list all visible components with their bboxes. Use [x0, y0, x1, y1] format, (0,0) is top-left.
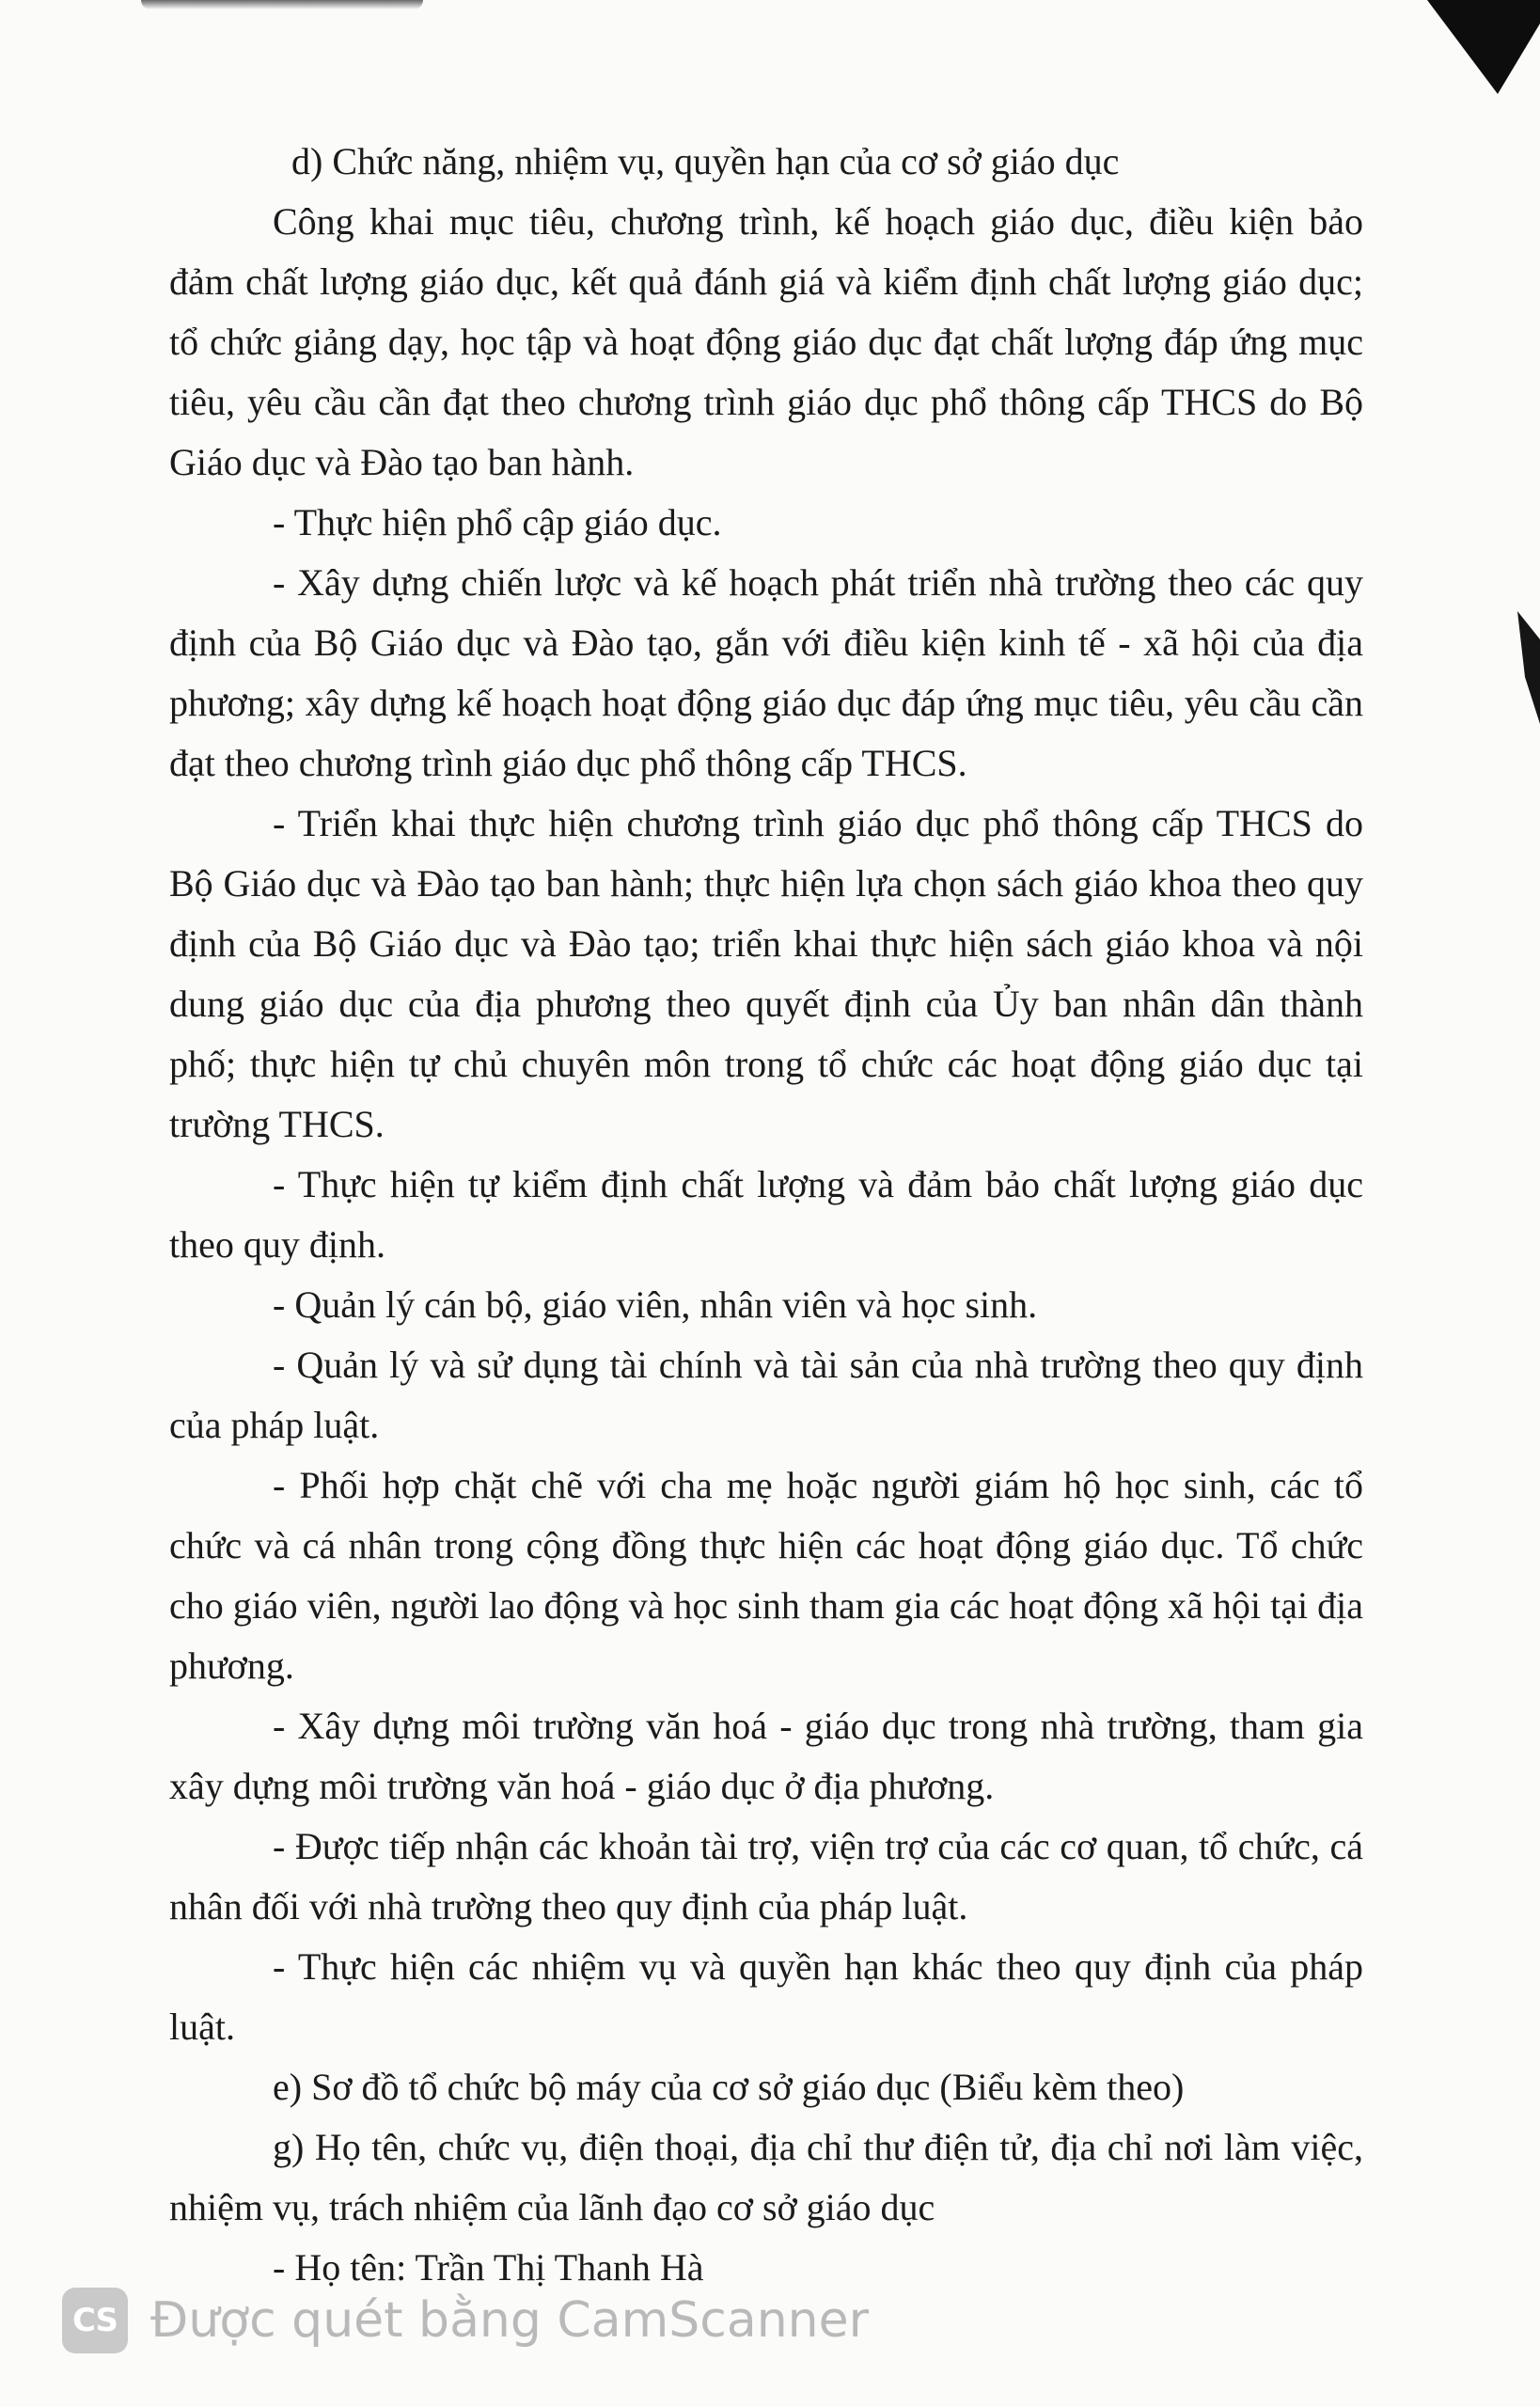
camscanner-logo-icon: CS [62, 2288, 128, 2353]
paragraph: Công khai mục tiêu, chương trình, kế hoạch giáo dục, điều kiện bảo đảm chất lượng giáo dục, kết quả đánh giá và kiểm định chất lượng giáo dục; tổ chức giảng dạy, học tập và hoạt động giáo dục đạt chất lượng đáp ứng mục tiêu, yêu cầu cần đạt theo chương trình giáo dục phổ thông cấp THCS do Bộ Giáo dục và Đào tạo ban hành. [169, 200, 1363, 483]
list-item: - Xây dựng chiến lược và kế hoạch phát triển nhà trường theo các quy định của Bộ Giáo dục và Đào tạo, gắn với điều kiện kinh tế - xã hội của địa phương; xây dựng kế hoạch hoạt động giáo dục đáp ứng mục tiêu, yêu cầu cần đạt theo chương trình giáo dục phổ thông cấp THCS. [169, 561, 1363, 784]
page-corner-fold [1408, 0, 1540, 103]
watermark-text: Được quét bằng CamScanner [150, 2292, 870, 2349]
section-heading-g: g) Họ tên, chức vụ, điện thoại, địa chỉ thư điện tử, địa chỉ nơi làm việc, nhiệm vụ, trách nhiệm của lãnh đạo cơ sở giáo dục [169, 2126, 1363, 2228]
camscanner-watermark [62, 2283, 869, 2358]
document-body [169, 132, 1363, 2298]
page-edge-mark [1517, 611, 1540, 724]
section-heading-e: e) Sơ đồ tổ chức bộ máy của cơ sở giáo dục (Biểu kèm theo) [273, 2066, 1185, 2108]
list-item: - Quản lý và sử dụng tài chính và tài sản của nhà trường theo quy định của pháp luật. [169, 1344, 1363, 1446]
section-heading-d: d) Chức năng, nhiệm vụ, quyền hạn của cơ sở giáo dục [291, 140, 1120, 182]
list-item: - Thực hiện tự kiểm định chất lượng và đảm bảo chất lượng giáo dục theo quy định. [169, 1163, 1363, 1266]
list-item: - Được tiếp nhận các khoản tài trợ, viện trợ của các cơ quan, tổ chức, cá nhân đối với nhà trường theo quy định của pháp luật. [169, 1825, 1363, 1927]
list-item: - Quản lý cán bộ, giáo viên, nhân viên và học sinh. [273, 1283, 1038, 1326]
list-item: - Thực hiện các nhiệm vụ và quyền hạn khác theo quy định của pháp luật. [169, 1945, 1363, 2048]
list-item: - Triển khai thực hiện chương trình giáo dục phổ thông cấp THCS do Bộ Giáo dục và Đào tạo ban hành; thực hiện lựa chọn sách giáo khoa theo quy định của Bộ Giáo dục và Đào tạo; triển khai thực hiện sách giáo khoa và nội dung giáo dục của địa phương theo quyết định của Ủy ban nhân dân thành phố; thực hiện tự chủ chuyên môn trong tổ chức các hoạt động giáo dục tại trường THCS. [169, 802, 1363, 1145]
list-item: - Thực hiện phổ cập giáo dục. [273, 501, 722, 543]
list-item: - Xây dựng môi trường văn hoá - giáo dục trong nhà trường, tham gia xây dựng môi trường văn hoá - giáo dục ở địa phương. [169, 1705, 1363, 1807]
scan-top-shadow [141, 0, 423, 9]
list-item: - Phối hợp chặt chẽ với cha mẹ hoặc người giám hộ học sinh, các tổ chức và cá nhân trong cộng đồng thực hiện các hoạt động giáo dục. Tổ chức cho giáo viên, người lao động và học sinh tham gia các hoạt động xã hội tại địa phương. [169, 1464, 1363, 1687]
leader-name-line: - Họ tên: Trần Thị Thanh Hà [273, 2246, 704, 2289]
